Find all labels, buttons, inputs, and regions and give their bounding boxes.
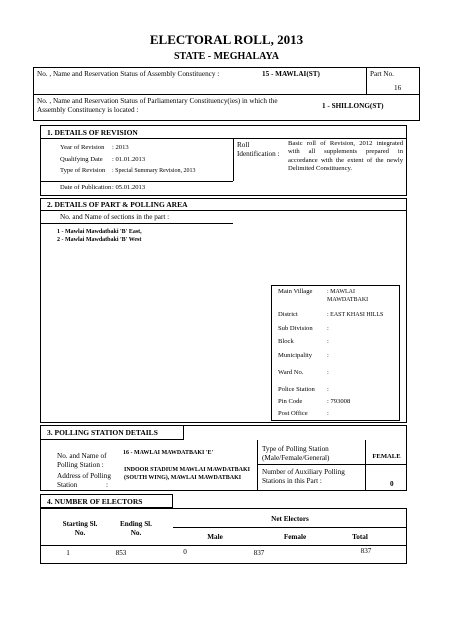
col-total: Total xyxy=(352,533,368,541)
pin-code-value: : 793008 xyxy=(327,398,351,405)
sub-division-value: : xyxy=(327,325,329,332)
col-ending-sl-no: Ending Sl. No. xyxy=(120,520,152,537)
polling-station-heading: 3. POLLING STATION DETAILS xyxy=(40,425,184,440)
auxiliary-stations-label: Number of Auxiliary Polling Stations in this Part : xyxy=(262,468,345,485)
roll-identification-text: Basic roll of Revision, 2012 integrated with all supplements prepared in accordance with the extent of the newly Delimited Constituency. xyxy=(288,140,403,173)
type-of-revision-value: : Special Summary Revision, 2013 xyxy=(112,168,196,174)
polling-station-type-label: Type of Polling Station (Male/Female/General) xyxy=(262,445,330,462)
female-value: 837 xyxy=(253,549,265,557)
section-item-2: 2 - Mawlai Mawdatbaki 'B' West xyxy=(57,237,142,243)
part-area-heading: 2. DETAILS OF PART & POLLING AREA xyxy=(40,198,407,211)
roll-identification-label: Roll Identification : xyxy=(237,141,280,158)
main-village-value: : MAWLAI MAWDATBAKI xyxy=(327,289,369,304)
post-office-value: : xyxy=(327,410,329,417)
ending-sl-value: 853 xyxy=(115,549,127,557)
assembly-value: 15 - MAWLAI(ST) xyxy=(262,70,320,78)
date-of-publication-label: Date of Publication xyxy=(60,184,112,191)
polling-station-name-label: No. and Name of Polling Station : xyxy=(57,452,107,469)
revision-heading: 1. DETAILS OF REVISION xyxy=(40,125,407,139)
ward-no-value: : xyxy=(327,369,329,376)
auxiliary-stations-value: 0 xyxy=(390,480,394,488)
post-office-label: Post Office xyxy=(278,410,308,417)
district-label: District xyxy=(278,311,298,318)
sections-label: No. and Name of sections in the part : xyxy=(60,213,170,221)
sub-division-label: Sub Division xyxy=(278,325,313,332)
municipality-value: : xyxy=(327,352,329,359)
district-value: : EAST KHASI HILLS xyxy=(327,312,384,318)
parliamentary-label: No. , Name and Reservation Status of Parliamentary Constituency(ies) in which the Assembly Constituency is located : xyxy=(37,97,278,114)
total-value: 837 xyxy=(360,547,372,555)
municipality-label: Municipality xyxy=(278,352,313,359)
polling-address-label: Address of Polling Station xyxy=(57,472,111,489)
block-label: Block xyxy=(278,338,294,345)
starting-sl-value: 1 xyxy=(66,549,70,557)
police-station-label: Police Station xyxy=(278,386,315,393)
polling-station-type-value: FEMALE xyxy=(372,453,401,460)
assembly-label: No. , Name and Reservation Status of Assembly Constituency : xyxy=(37,70,220,78)
polling-address-value: INDOOR STADIUM MAWLAI MAWDATBAKI (SOUTH WING), MAWLAI MAWDATBAKI xyxy=(124,467,250,482)
section-item-1: 1 - Mawlai Mawdatbaki 'B' East, xyxy=(57,229,142,235)
ward-no-label: Ward No. xyxy=(278,369,304,376)
year-of-revision-label: Year of Revision xyxy=(60,144,105,151)
electors-heading: 4. NUMBER OF ELECTORS xyxy=(40,494,173,508)
main-village-label: Main Village xyxy=(278,288,313,295)
col-starting-sl-no: Starting Sl. No. xyxy=(62,520,98,537)
qualifying-date-label: Qualifying Date xyxy=(60,156,103,163)
block-value: : xyxy=(327,338,329,345)
page-title: ELECTORAL ROLL, 2013 xyxy=(149,32,304,47)
male-value: 0 xyxy=(183,548,187,556)
polling-address-colon: : xyxy=(106,481,108,489)
pin-code-label: Pin Code xyxy=(278,398,303,405)
part-no-label: Part No. xyxy=(370,70,394,78)
col-net-electors: Net Electors xyxy=(271,515,309,523)
police-station-value: : xyxy=(327,386,329,393)
year-of-revision-value: : 2013 xyxy=(112,144,129,151)
parliamentary-value: 1 - SHILLONG(ST) xyxy=(322,102,384,110)
col-female: Female xyxy=(283,533,307,541)
qualifying-date-value: : 01.01.2013 xyxy=(112,156,146,163)
col-male: Male xyxy=(207,533,223,541)
part-no-value: 16 xyxy=(394,84,402,92)
state-subtitle: STATE - MEGHALAYA xyxy=(173,51,280,62)
date-of-publication-value: : 05.01.2013 xyxy=(112,184,146,191)
polling-station-name-value: 16 - MAWLAI MAWDATBAKI 'E' xyxy=(123,450,214,456)
type-of-revision-label: Type of Revision xyxy=(60,167,106,174)
